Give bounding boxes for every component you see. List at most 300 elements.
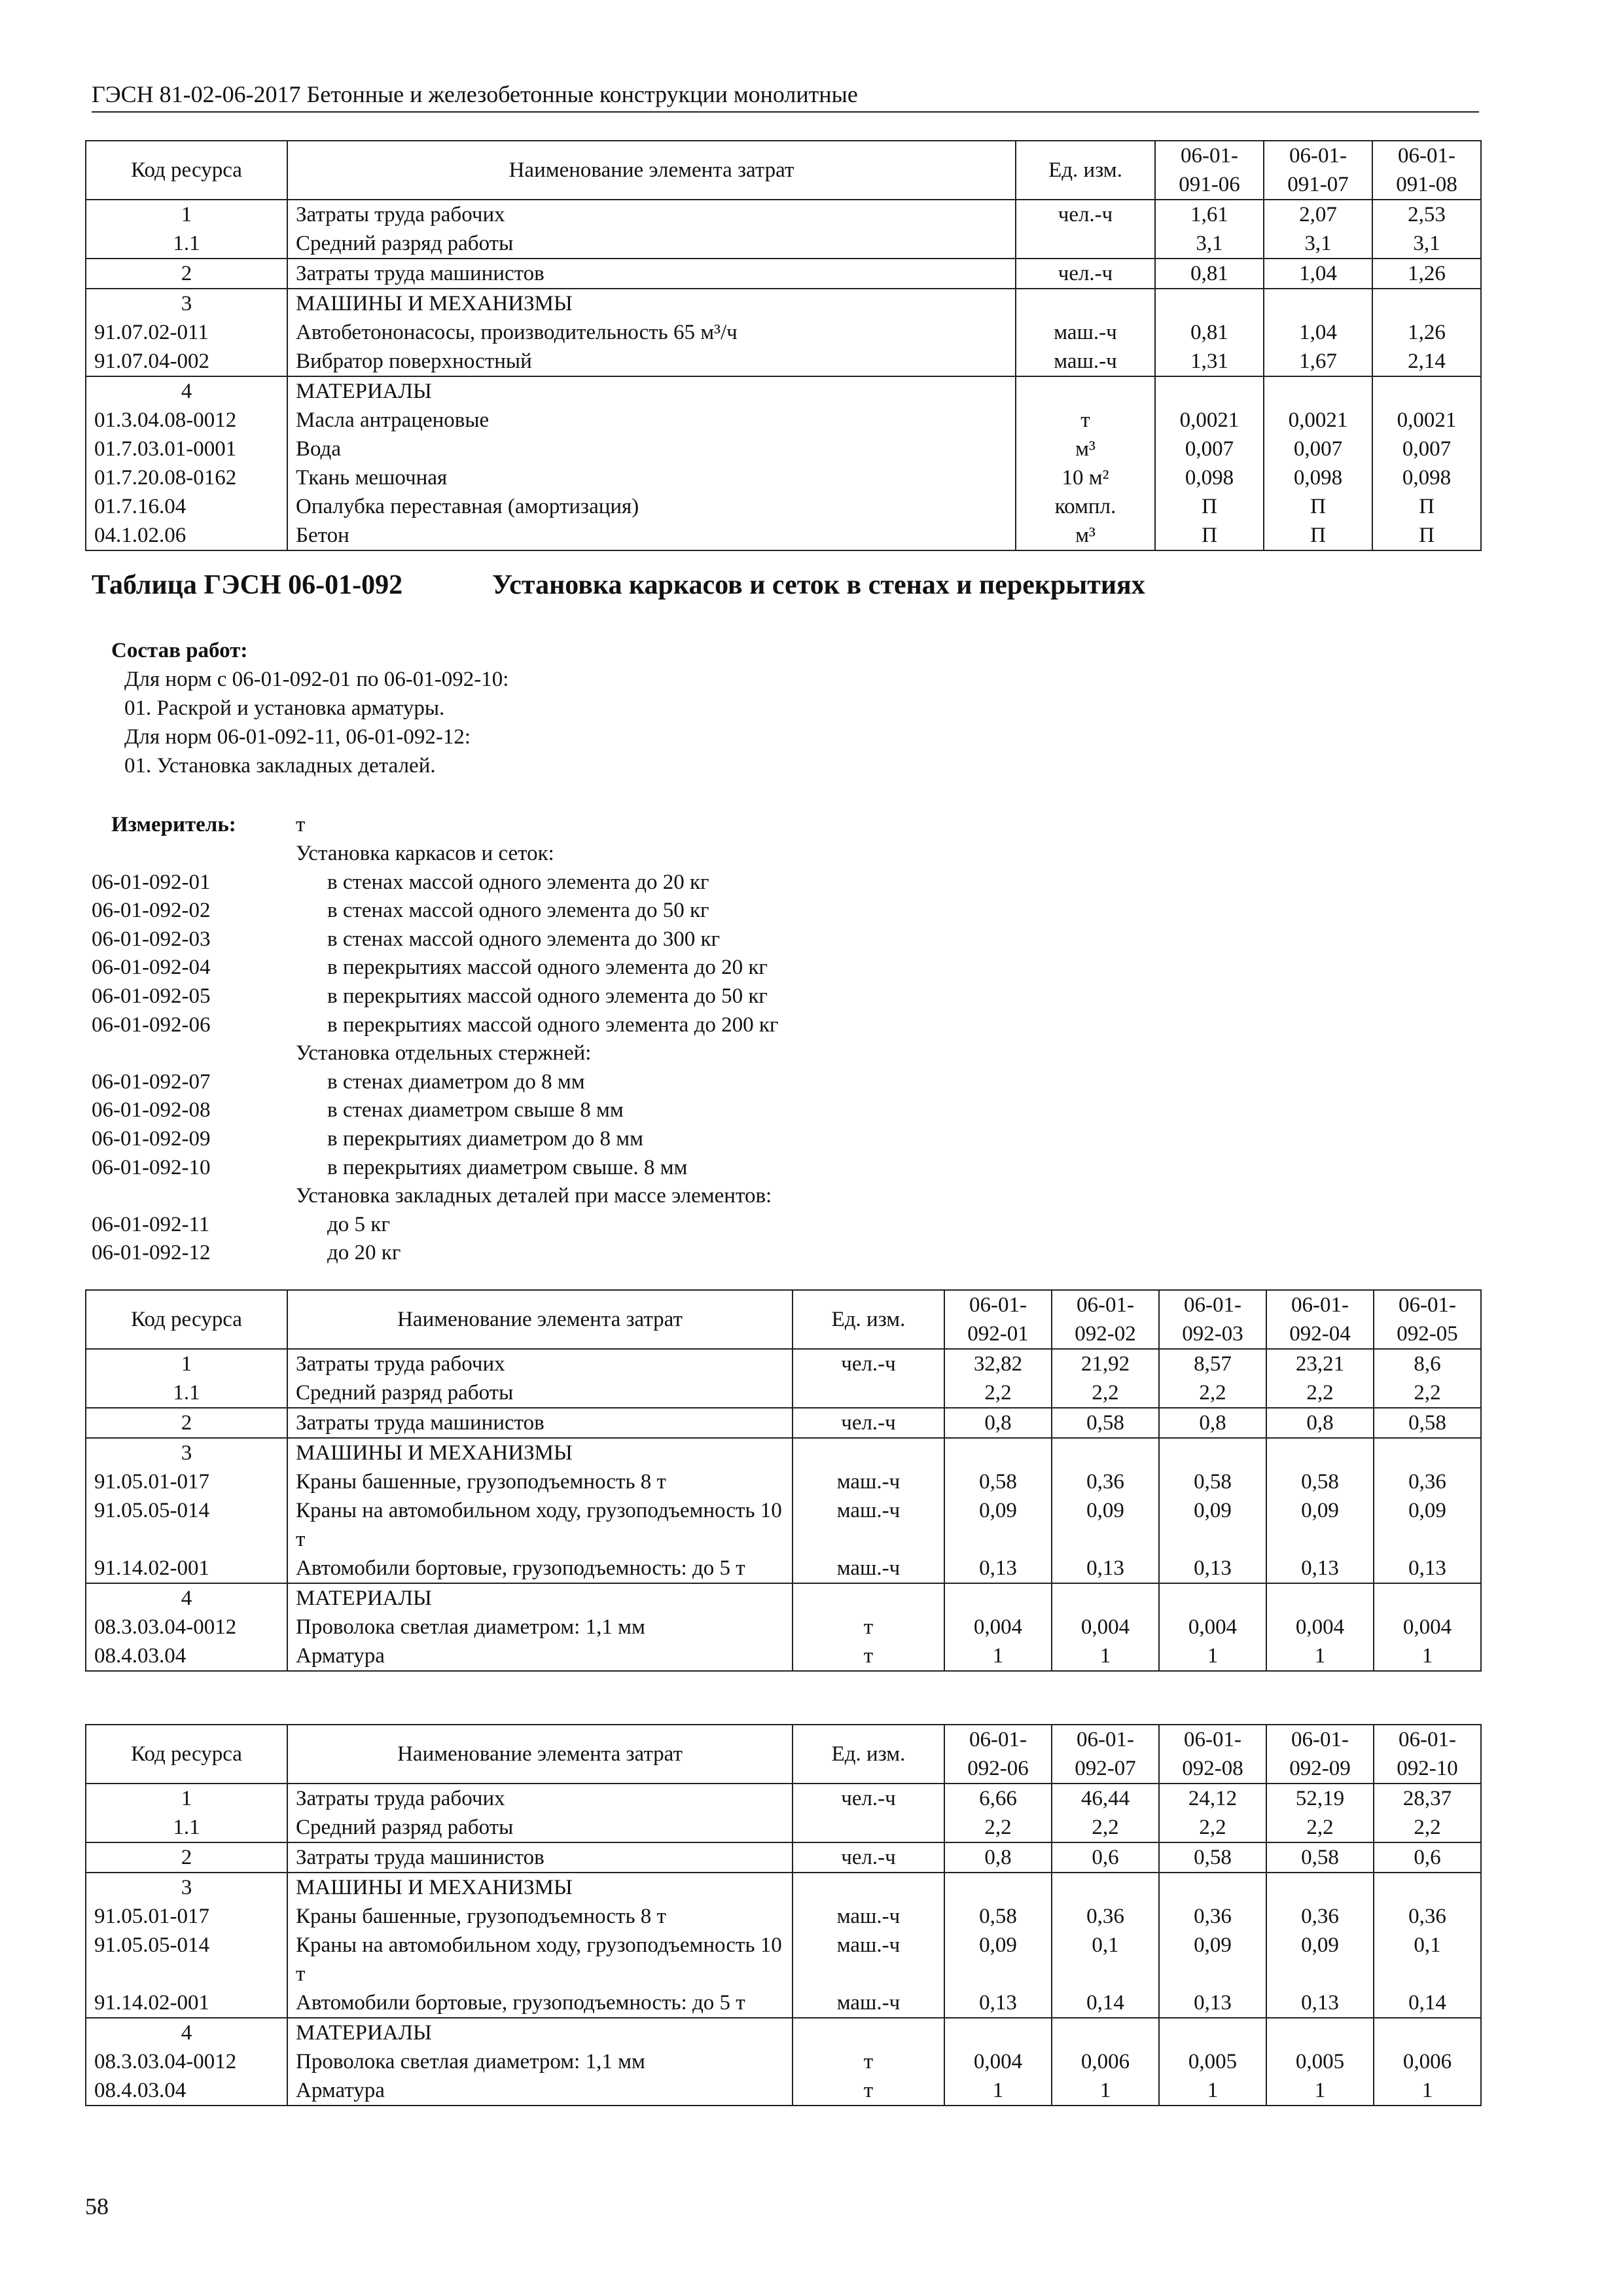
cell-value: 0,14 [1374, 1988, 1481, 2018]
cell-value: П [1372, 521, 1481, 550]
table-row [86, 1408, 1481, 1438]
cell-value: 2,2 [1159, 1813, 1266, 1842]
cell-unit: маш.-ч [793, 1931, 944, 1988]
cell-unit [793, 1813, 944, 1842]
works-line: Для норм с 06-01-092-01 по 06-01-092-10: [124, 668, 509, 691]
cell-value: 0,09 [944, 1496, 1052, 1554]
cell-value: 0,36 [1374, 1902, 1481, 1931]
meter-unit: т [296, 813, 306, 836]
cell-value: 1,04 [1264, 318, 1372, 347]
header-name: Наименование элемента затрат [287, 141, 1016, 200]
cell-value: 24,12 [1159, 1784, 1266, 1813]
cell-value: 0,09 [1052, 1496, 1159, 1554]
cell-value: 28,37 [1374, 1784, 1481, 1813]
header-code: Код ресурса [86, 1290, 287, 1349]
cell-code: 3 [86, 1438, 287, 1467]
page-header-title: ГЭСН 81-02-06-2017 Бетонные и железобетонные конструкции монолитные [92, 81, 858, 107]
norm-description: до 5 кг [327, 1212, 390, 1236]
cell-value: 1 [1052, 2076, 1159, 2106]
cell-value: 0,8 [944, 1842, 1052, 1873]
meter-label: Измеритель: [111, 813, 236, 836]
cell-value [1374, 1873, 1481, 1902]
cell-value: 0,098 [1264, 463, 1372, 492]
cell-code: 08.4.03.04 [86, 1641, 287, 1671]
resource-table-091 [85, 140, 1482, 551]
table-row [86, 1467, 1481, 1496]
cell-code: 1.1 [86, 1378, 287, 1408]
cell-code: 1.1 [86, 1813, 287, 1842]
cell-value: 0,09 [1266, 1931, 1374, 1988]
cell-value: 0,004 [1052, 1613, 1159, 1641]
table-row [86, 1902, 1481, 1931]
cell-name: Затраты труда рабочих [287, 1784, 793, 1813]
cell-name: Затраты труда машинистов [287, 259, 1016, 289]
cell-value: 2,2 [1374, 1378, 1481, 1408]
header-norm-col: 06-01- 092-02 [1052, 1290, 1159, 1349]
table-row [86, 1378, 1481, 1408]
page-number: 58 [85, 2193, 109, 2219]
norm-description: в перекрытиях диаметром свыше. 8 мм [327, 1155, 688, 1179]
cell-value: 23,21 [1266, 1349, 1374, 1378]
norm-group-heading: Установка каркасов и сеток: [296, 842, 554, 865]
cell-value [1052, 1438, 1159, 1467]
cell-value: 21,92 [1052, 1349, 1159, 1378]
norm-code: 06-01-092-06 [92, 1013, 211, 1037]
cell-unit: маш.-ч [793, 1902, 944, 1931]
cell-value [1052, 1583, 1159, 1613]
cell-name: Арматура [287, 2076, 793, 2106]
cell-name: Затраты труда машинистов [287, 1842, 793, 1873]
cell-value: 0,098 [1155, 463, 1264, 492]
norm-code: 06-01-092-05 [92, 984, 211, 1008]
cell-unit [1016, 229, 1155, 259]
table-row [86, 463, 1481, 492]
cell-name: Краны башенные, грузоподъемность 8 т [287, 1467, 793, 1496]
cell-value: 0,004 [1374, 1613, 1481, 1641]
cell-value: 0,1 [1052, 1931, 1159, 1988]
cell-name: Краны на автомобильном ходу, грузоподъемность 10 т [287, 1931, 793, 1988]
cell-value: 0,58 [1159, 1842, 1266, 1873]
cell-code: 1 [86, 1784, 287, 1813]
cell-name: МАШИНЫ И МЕХАНИЗМЫ [287, 1873, 793, 1902]
table-row [86, 1349, 1481, 1378]
cell-unit: маш.-ч [793, 1554, 944, 1583]
cell-value: 0,004 [944, 1613, 1052, 1641]
table-row [86, 1438, 1481, 1467]
cell-value: 0,81 [1155, 259, 1264, 289]
cell-value: 0,006 [1052, 2047, 1159, 2076]
table-row [86, 1873, 1481, 1902]
header-norm-col: 06-01- 092-09 [1266, 1725, 1374, 1784]
header-unit: Ед. изм. [1016, 141, 1155, 200]
cell-name: Бетон [287, 521, 1016, 550]
cell-value: 0,006 [1374, 2047, 1481, 2076]
cell-code: 3 [86, 1873, 287, 1902]
cell-code: 1 [86, 200, 287, 229]
cell-value: 1 [1159, 1641, 1266, 1671]
cell-unit: м³ [1016, 435, 1155, 463]
header-unit: Ед. изм. [793, 1290, 944, 1349]
cell-value: 0,13 [1266, 1554, 1374, 1583]
cell-value: 0,58 [1266, 1842, 1374, 1873]
cell-unit: чел.-ч [793, 1842, 944, 1873]
cell-code: 91.14.02-001 [86, 1988, 287, 2018]
cell-value: П [1155, 521, 1264, 550]
cell-value: 0,0021 [1372, 406, 1481, 435]
table-row [86, 376, 1481, 406]
cell-value: 0,1 [1374, 1931, 1481, 1988]
table-row [86, 2047, 1481, 2076]
norm-description: в перекрытиях массой одного элемента до 20 кг [327, 956, 768, 980]
cell-value [1266, 2018, 1374, 2047]
table-row [86, 406, 1481, 435]
norm-description: в стенах диаметром до 8 мм [327, 1069, 585, 1094]
cell-name: Средний разряд работы [287, 1378, 793, 1408]
cell-code: 91.05.01-017 [86, 1467, 287, 1496]
cell-name: Масла антраценовые [287, 406, 1016, 435]
cell-code: 4 [86, 1583, 287, 1613]
cell-value: П [1372, 492, 1481, 521]
norm-description: в стенах массой одного элемента до 300 кг [327, 927, 721, 951]
header-code: Код ресурса [86, 1725, 287, 1784]
table-row [86, 521, 1481, 550]
cell-unit [1016, 289, 1155, 318]
cell-value: 0,36 [1266, 1902, 1374, 1931]
cell-code: 4 [86, 376, 287, 406]
cell-code: 2 [86, 1842, 287, 1873]
cell-unit: т [793, 1613, 944, 1641]
norm-description: в стенах массой одного элемента до 20 кг [327, 870, 709, 894]
cell-unit: маш.-ч [793, 1496, 944, 1554]
cell-value: 2,07 [1264, 200, 1372, 229]
norm-description: в стенах диаметром свыше 8 мм [327, 1098, 624, 1122]
cell-value [1155, 289, 1264, 318]
cell-value: 0,36 [1374, 1467, 1481, 1496]
cell-value: 0,14 [1052, 1988, 1159, 2018]
cell-name: Арматура [287, 1641, 793, 1671]
table-row [86, 200, 1481, 229]
cell-name: Ткань мешочная [287, 463, 1016, 492]
cell-value: 8,57 [1159, 1349, 1266, 1378]
cell-value: 0,13 [1159, 1554, 1266, 1583]
cell-value: 2,53 [1372, 200, 1481, 229]
cell-value: 0,0021 [1264, 406, 1372, 435]
cell-value: 0,004 [1266, 1613, 1374, 1641]
header-norm-col: 06-01- 092-07 [1052, 1725, 1159, 1784]
header-norm-col: 06-01- 092-08 [1159, 1725, 1266, 1784]
cell-value: 2,2 [944, 1378, 1052, 1408]
resource-table-092-a [85, 1289, 1482, 1672]
table-row [86, 1813, 1481, 1842]
cell-code: 91.07.04-002 [86, 347, 287, 376]
cell-name: Средний разряд работы [287, 1813, 793, 1842]
cell-value [1159, 1583, 1266, 1613]
cell-code: 1.1 [86, 229, 287, 259]
cell-value [1264, 376, 1372, 406]
cell-unit [793, 2018, 944, 2047]
header-name: Наименование элемента затрат [287, 1725, 793, 1784]
cell-name: МАТЕРИАЛЫ [287, 2018, 793, 2047]
cell-value: 0,13 [1266, 1988, 1374, 2018]
cell-code: 08.4.03.04 [86, 2076, 287, 2106]
cell-code: 04.1.02.06 [86, 521, 287, 550]
cell-value: 0,004 [1159, 1613, 1266, 1641]
table-row [86, 1784, 1481, 1813]
works-line: 01. Раскрой и установка арматуры. [124, 696, 445, 720]
cell-value: 0,8 [944, 1408, 1052, 1438]
norm-code: 06-01-092-01 [92, 870, 211, 894]
cell-value: 52,19 [1266, 1784, 1374, 1813]
cell-value: 2,2 [1052, 1813, 1159, 1842]
cell-unit: т [1016, 406, 1155, 435]
cell-name: Вибратор поверхностный [287, 347, 1016, 376]
cell-name: Краны башенные, грузоподъемность 8 т [287, 1902, 793, 1931]
cell-unit: т [793, 2076, 944, 2106]
cell-name: Затраты труда рабочих [287, 1349, 793, 1378]
table-title-name: Установка каркасов и сеток в стенах и перекрытиях [492, 570, 1145, 600]
norm-description: в перекрытиях массой одного элемента до 200 кг [327, 1013, 779, 1037]
cell-unit: т [793, 2047, 944, 2076]
cell-code: 01.7.03.01-0001 [86, 435, 287, 463]
cell-value: 0,81 [1155, 318, 1264, 347]
cell-value: 0,09 [944, 1931, 1052, 1988]
cell-value: П [1264, 521, 1372, 550]
norm-code: 06-01-092-04 [92, 956, 211, 980]
cell-value: 0,8 [1159, 1408, 1266, 1438]
cell-code: 01.7.16.04 [86, 492, 287, 521]
cell-value: 0,13 [944, 1554, 1052, 1583]
cell-value: 0,004 [944, 2047, 1052, 2076]
cell-value: 0,007 [1372, 435, 1481, 463]
table-row [86, 435, 1481, 463]
cell-value: 6,66 [944, 1784, 1052, 1813]
table-row [86, 1613, 1481, 1641]
cell-value [1266, 1583, 1374, 1613]
cell-unit: чел.-ч [793, 1408, 944, 1438]
cell-unit: маш.-ч [1016, 347, 1155, 376]
cell-value: 0,13 [1374, 1554, 1481, 1583]
cell-value [944, 1438, 1052, 1467]
cell-value [1264, 289, 1372, 318]
cell-value [1374, 2018, 1481, 2047]
cell-value: 1,67 [1264, 347, 1372, 376]
cell-code: 91.05.05-014 [86, 1496, 287, 1554]
cell-value: 2,2 [944, 1813, 1052, 1842]
cell-value [1266, 1438, 1374, 1467]
table-row [86, 1496, 1481, 1554]
norm-code: 06-01-092-10 [92, 1155, 211, 1179]
resource-table-092-b [85, 1724, 1482, 2106]
table-row [86, 347, 1481, 376]
cell-code: 01.7.20.08-0162 [86, 463, 287, 492]
header-norm-col: 06-01- 091-07 [1264, 141, 1372, 200]
cell-value: 0,58 [1052, 1408, 1159, 1438]
cell-name: МАТЕРИАЛЫ [287, 376, 1016, 406]
cell-value [1052, 2018, 1159, 2047]
header-norm-col: 06-01- 092-06 [944, 1725, 1052, 1784]
cell-unit: чел.-ч [793, 1784, 944, 1813]
cell-code: 1 [86, 1349, 287, 1378]
cell-value [1266, 1873, 1374, 1902]
norm-description: в перекрытиях диаметром до 8 мм [327, 1127, 644, 1151]
cell-name: МАШИНЫ И МЕХАНИЗМЫ [287, 1438, 793, 1467]
header-name: Наименование элемента затрат [287, 1290, 793, 1349]
cell-unit: чел.-ч [1016, 259, 1155, 289]
cell-unit: т [793, 1641, 944, 1671]
cell-value: 1,26 [1372, 259, 1481, 289]
table-row [86, 2076, 1481, 2106]
cell-value: 0,36 [1159, 1902, 1266, 1931]
cell-value: 0,6 [1374, 1842, 1481, 1873]
cell-value: 32,82 [944, 1349, 1052, 1378]
cell-value: 0,005 [1159, 2047, 1266, 2076]
norm-code: 06-01-092-09 [92, 1127, 211, 1151]
cell-code: 08.3.03.04-0012 [86, 2047, 287, 2076]
cell-value: 0,8 [1266, 1408, 1374, 1438]
cell-name: Автомобили бортовые, грузоподъемность: до 5 т [287, 1554, 793, 1583]
norm-description: в стенах массой одного элемента до 50 кг [327, 899, 709, 923]
cell-value [1052, 1873, 1159, 1902]
header-norm-col: 06-01- 091-08 [1372, 141, 1481, 200]
cell-value: 0,13 [1052, 1554, 1159, 1583]
cell-code: 01.3.04.08-0012 [86, 406, 287, 435]
cell-value: 1 [1052, 1641, 1159, 1671]
cell-value: 0,005 [1266, 2047, 1374, 2076]
cell-value: 1 [1374, 2076, 1481, 2106]
cell-unit [793, 1583, 944, 1613]
cell-code: 91.14.02-001 [86, 1554, 287, 1583]
cell-name: Проволока светлая диаметром: 1,1 мм [287, 1613, 793, 1641]
page-header [92, 77, 1479, 113]
cell-value: 0,58 [1266, 1467, 1374, 1496]
cell-value: 1 [1374, 1641, 1481, 1671]
table-row [86, 1554, 1481, 1583]
table-row [86, 289, 1481, 318]
cell-value: 2,2 [1052, 1378, 1159, 1408]
cell-unit [1016, 376, 1155, 406]
cell-value [1159, 2018, 1266, 2047]
cell-name: МАТЕРИАЛЫ [287, 1583, 793, 1613]
table-row [86, 1842, 1481, 1873]
table-row [86, 1931, 1481, 1988]
cell-code: 91.05.05-014 [86, 1931, 287, 1988]
norm-description: в перекрытиях массой одного элемента до 50 кг [327, 984, 768, 1008]
cell-value: 0,6 [1052, 1842, 1159, 1873]
table-row [86, 1641, 1481, 1671]
norm-group-heading: Установка отдельных стержней: [296, 1041, 592, 1066]
cell-value: 0,007 [1264, 435, 1372, 463]
cell-value: 0,13 [1159, 1988, 1266, 2018]
cell-name: МАШИНЫ И МЕХАНИЗМЫ [287, 289, 1016, 318]
cell-value [944, 1583, 1052, 1613]
cell-value: 1,61 [1155, 200, 1264, 229]
cell-value: 0,58 [1374, 1408, 1481, 1438]
cell-name: Проволока светлая диаметром: 1,1 мм [287, 2047, 793, 2076]
cell-name: Опалубка переставная (амортизация) [287, 492, 1016, 521]
cell-code: 4 [86, 2018, 287, 2047]
table-row [86, 492, 1481, 521]
cell-unit: компл. [1016, 492, 1155, 521]
cell-value [944, 2018, 1052, 2047]
cell-value: 1 [1266, 2076, 1374, 2106]
cell-code: 3 [86, 289, 287, 318]
cell-value [1374, 1583, 1481, 1613]
cell-code: 91.05.01-017 [86, 1902, 287, 1931]
header-norm-col: 06-01- 092-05 [1374, 1290, 1481, 1349]
header-norm-col: 06-01- 092-04 [1266, 1290, 1374, 1349]
cell-value: П [1155, 492, 1264, 521]
cell-code: 2 [86, 259, 287, 289]
cell-unit: 10 м² [1016, 463, 1155, 492]
cell-value: 0,09 [1159, 1496, 1266, 1554]
cell-value [1159, 1438, 1266, 1467]
cell-value: 1,31 [1155, 347, 1264, 376]
table-row [86, 259, 1481, 289]
cell-value: 1 [944, 1641, 1052, 1671]
header-norm-col: 06-01- 092-10 [1374, 1725, 1481, 1784]
cell-value [1159, 1873, 1266, 1902]
cell-value [1372, 376, 1481, 406]
works-line: 01. Установка закладных деталей. [124, 754, 436, 778]
cell-value: 0,58 [1159, 1467, 1266, 1496]
cell-value [944, 1873, 1052, 1902]
cell-unit: маш.-ч [1016, 318, 1155, 347]
cell-unit [793, 1873, 944, 1902]
cell-value: 0,09 [1159, 1931, 1266, 1988]
norm-code: 06-01-092-12 [92, 1241, 211, 1265]
cell-name: Затраты труда рабочих [287, 200, 1016, 229]
cell-value: 2,2 [1159, 1378, 1266, 1408]
cell-unit [793, 1438, 944, 1467]
cell-value: 2,2 [1374, 1813, 1481, 1842]
norm-code: 06-01-092-11 [92, 1212, 210, 1236]
cell-code: 91.07.02-011 [86, 318, 287, 347]
norm-description: до 20 кг [327, 1241, 401, 1265]
cell-value: 0,09 [1266, 1496, 1374, 1554]
cell-unit [793, 1378, 944, 1408]
header-norm-col: 06-01- 091-06 [1155, 141, 1264, 200]
cell-value: 1,26 [1372, 318, 1481, 347]
header-norm-col: 06-01- 092-03 [1159, 1290, 1266, 1349]
cell-value: П [1264, 492, 1372, 521]
cell-name: Автомобили бортовые, грузоподъемность: до 5 т [287, 1988, 793, 2018]
cell-value: 1 [944, 2076, 1052, 2106]
norm-code: 06-01-092-08 [92, 1098, 211, 1122]
cell-value: 3,1 [1264, 229, 1372, 259]
cell-value: 3,1 [1372, 229, 1481, 259]
cell-unit: м³ [1016, 521, 1155, 550]
works-label: Состав работ: [111, 639, 248, 662]
cell-value: 0,13 [944, 1988, 1052, 2018]
cell-value: 2,2 [1266, 1378, 1374, 1408]
norm-code: 06-01-092-03 [92, 927, 211, 951]
norm-code: 06-01-092-02 [92, 899, 211, 923]
header-unit: Ед. изм. [793, 1725, 944, 1784]
cell-value: 46,44 [1052, 1784, 1159, 1813]
table-row [86, 229, 1481, 259]
cell-name: Краны на автомобильном ходу, грузоподъемность 10 т [287, 1496, 793, 1554]
cell-value: 1,04 [1264, 259, 1372, 289]
table-row [86, 1988, 1481, 2018]
cell-code: 08.3.03.04-0012 [86, 1613, 287, 1641]
header-norm-col: 06-01- 092-01 [944, 1290, 1052, 1349]
table-title-code: Таблица ГЭСН 06-01-092 [92, 570, 403, 600]
cell-value: 0,098 [1372, 463, 1481, 492]
cell-value: 2,2 [1266, 1813, 1374, 1842]
works-line: Для норм 06-01-092-11, 06-01-092-12: [124, 725, 471, 749]
cell-value: 0,0021 [1155, 406, 1264, 435]
cell-value: 0,36 [1052, 1902, 1159, 1931]
